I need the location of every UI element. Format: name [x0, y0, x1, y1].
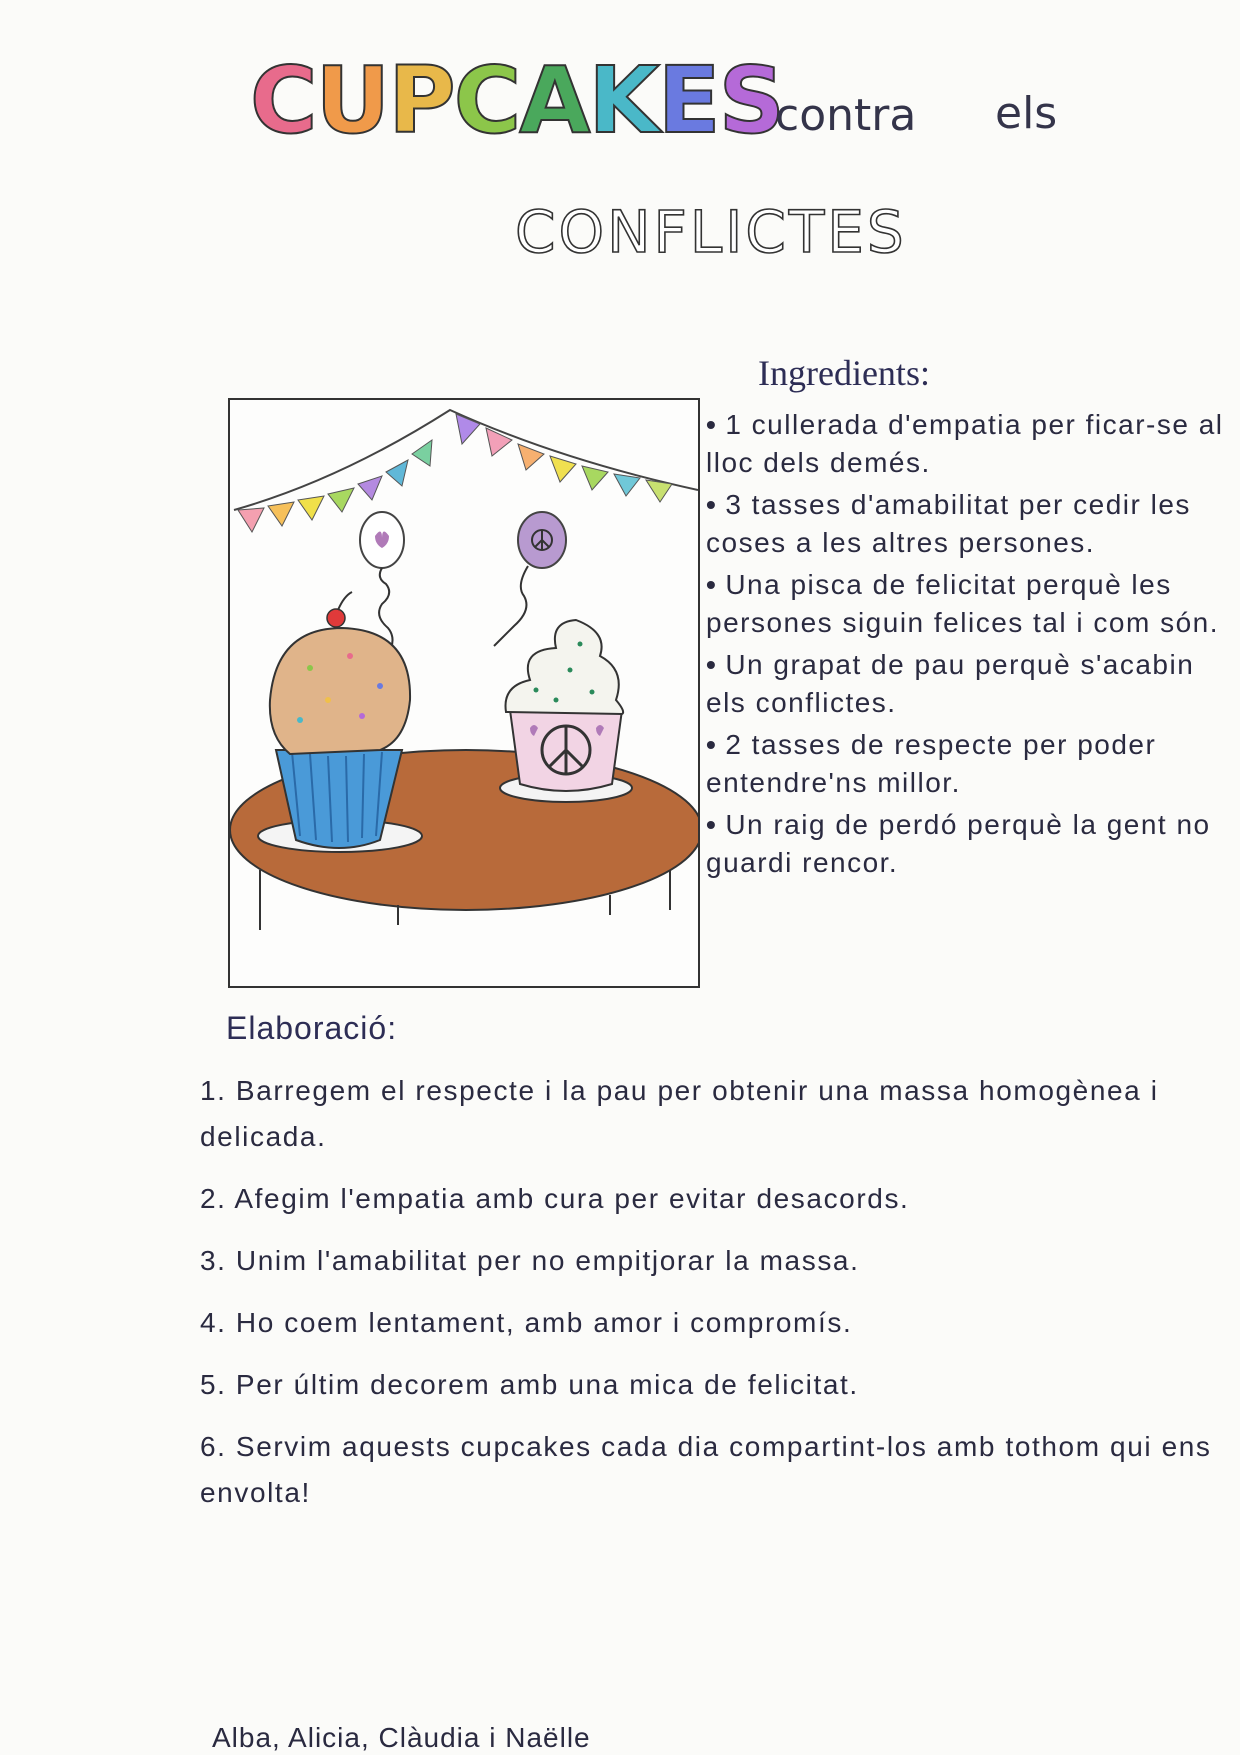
peace-balloon-icon [494, 512, 566, 646]
elaboracio-steps [200, 1068, 1230, 1532]
title-word-els: els [995, 88, 1058, 139]
title-letter: E [657, 47, 719, 154]
illustration-drawing [230, 400, 698, 986]
ingredient-item: • 1 cullerada d'empatia per ficar-se al lloc dels demés. [706, 409, 1224, 478]
bunting-flags-icon [234, 410, 698, 532]
title-letter: U [315, 47, 389, 154]
title-letter: C [250, 47, 316, 154]
step-item: 4. Ho coem lentament, amb amor i compromís. [200, 1307, 853, 1338]
title-cupcakes [250, 47, 783, 154]
step-item: 6. Servim aquests cupcakes cada dia compartint-los amb tothom qui ens envolta! [200, 1431, 1212, 1508]
ingredients-heading: Ingredients: [758, 353, 930, 393]
elaboracio-heading: Elaboració: [226, 1010, 398, 1046]
ingredient-item: • Un grapat de pau perquè s'acabin els conflictes. [706, 649, 1195, 718]
title-letter: P [388, 47, 454, 154]
cupcakes-illustration [228, 398, 700, 988]
title-letter: K [588, 47, 658, 154]
ingredient-item: • 2 tasses de respecte per poder entendre'ns millor. [706, 729, 1157, 798]
step-item: 3. Unim l'amabilitat per no empitjorar la massa. [200, 1245, 860, 1276]
ingredients-list [706, 406, 1226, 886]
title-letter: C [453, 47, 520, 154]
ingredient-item: • 3 tasses d'amabilitat per cedir les coses a les altres persones. [706, 489, 1191, 558]
step-item: 5. Per últim decorem amb una mica de felicitat. [200, 1369, 859, 1400]
step-item: 2. Afegim l'empatia amb cura per evitar desacords. [200, 1183, 910, 1214]
title-letter: A [519, 47, 589, 154]
authors-signature: Alba, Alicia, Clàudia i Naëlle [212, 1722, 591, 1753]
step-item: 1. Barregem el respecte i la pau per obtenir una massa homogènea i delicada. [200, 1075, 1159, 1152]
ingredient-item: • Una pisca de felicitat perquè les persones siguin felices tal i com són. [706, 569, 1219, 638]
title-word-contra: contra [775, 90, 917, 141]
peace-cupcake-icon [500, 620, 632, 802]
title-conflictes: CONFLICTES [515, 198, 907, 266]
ingredient-item: • Un raig de perdó perquè la gent no guardi rencor. [706, 809, 1211, 878]
title-letter: S [718, 47, 783, 154]
